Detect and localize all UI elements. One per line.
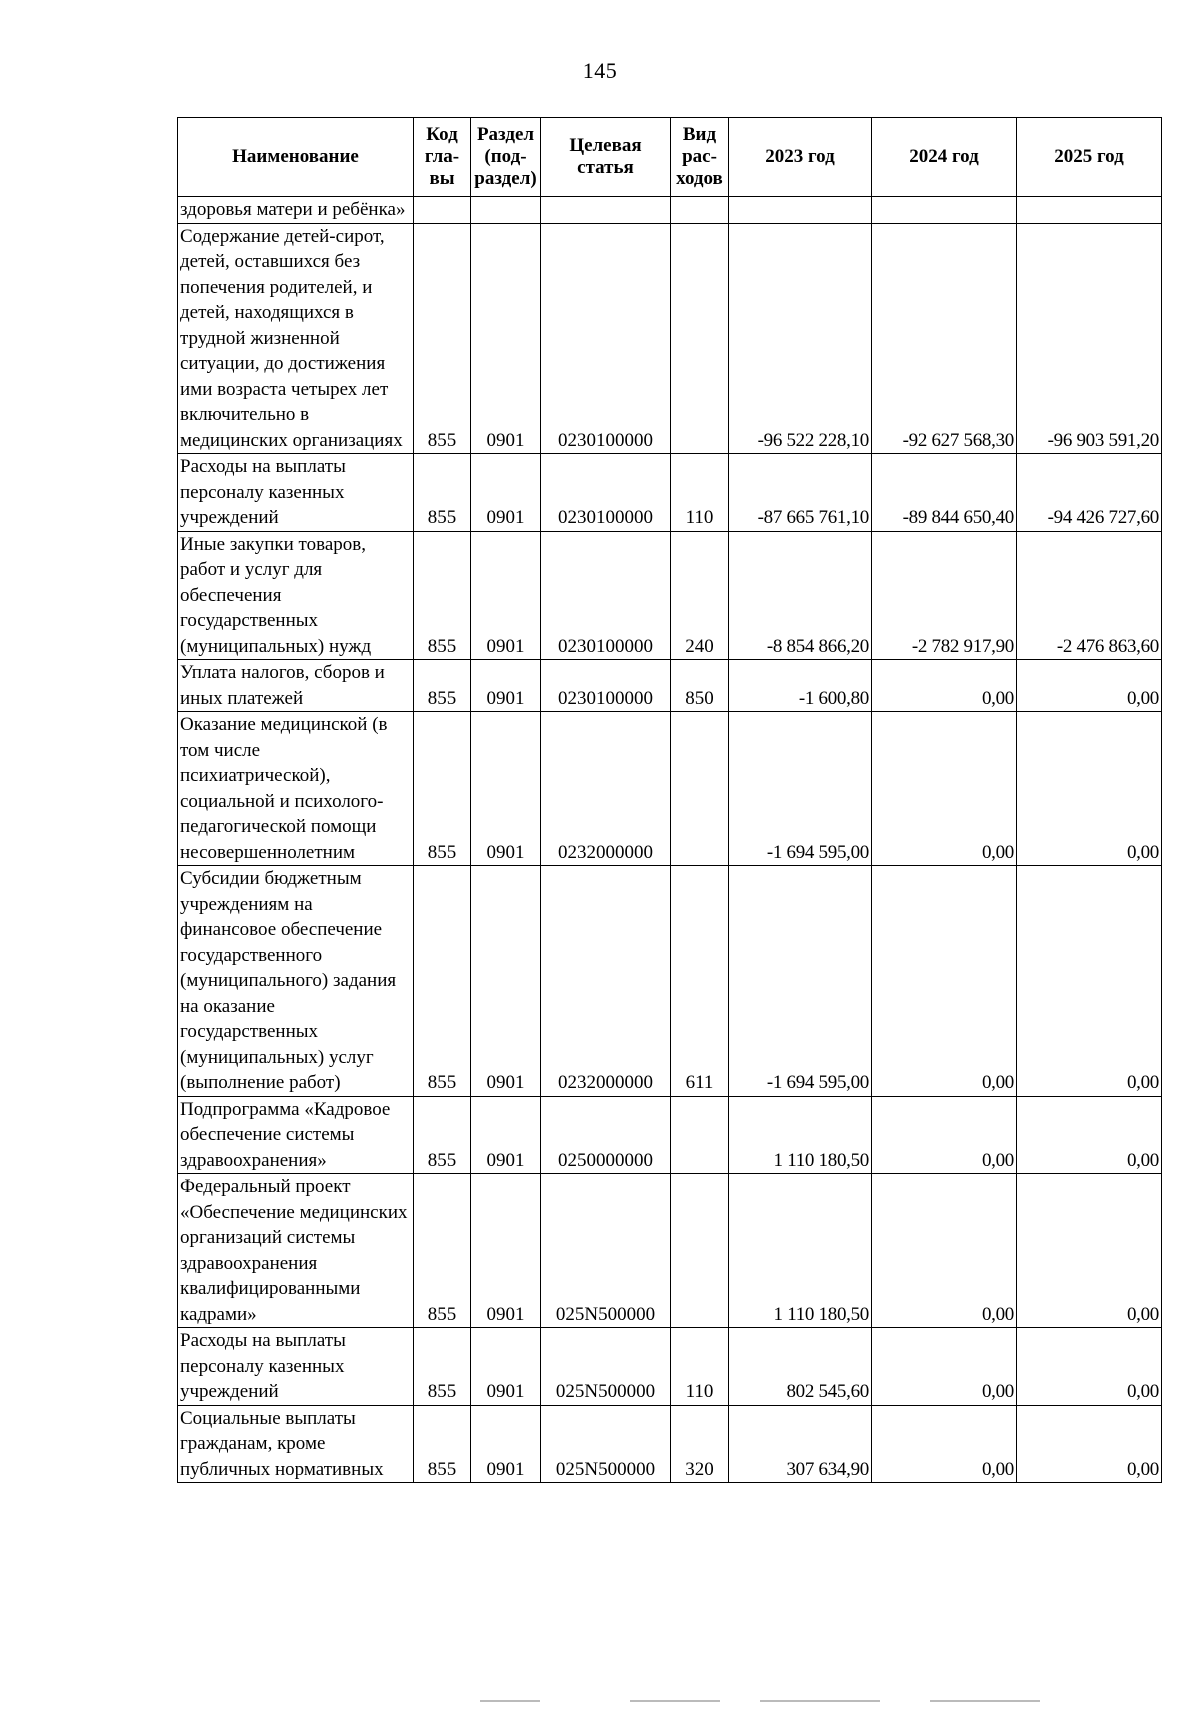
row-target: 025N500000 [541,1328,671,1406]
row-2023: -96 522 228,10 [729,223,872,454]
row-name: Социальные выплаты гражданам, кроме публичных нормативных [178,1405,414,1483]
row-section: 0901 [471,866,541,1097]
row-target [541,197,671,224]
scan-edge-marks [480,1700,1100,1702]
row-2023: -87 665 761,10 [729,454,872,532]
table-row [178,712,1162,866]
header-expense-type: Вид рас- ходов [671,118,729,197]
row-expense [671,1096,729,1174]
table-row [178,454,1162,532]
row-2024: 0,00 [872,1096,1017,1174]
row-expense: 110 [671,1328,729,1406]
page-number: 145 [582,58,618,83]
row-name: Подпрограмма «Кадровое обеспечение системы здравоохранения» [178,1096,414,1174]
row-chapter [414,197,471,224]
row-name: здоровья матери и ребёнка» [178,197,414,224]
row-expense [671,712,729,866]
row-2024: -92 627 568,30 [872,223,1017,454]
row-section: 0901 [471,531,541,660]
row-2025: 0,00 [1017,1328,1162,1406]
header-chapter-code: Код гла- вы [414,118,471,197]
table-row [178,1096,1162,1174]
row-target: 0250000000 [541,1096,671,1174]
table-header [178,118,1162,197]
row-2023: -8 854 866,20 [729,531,872,660]
row-chapter: 855 [414,531,471,660]
row-name: Оказание медицинской (в том числе психиатрической), социальной и психолого-педагогической помощи несовершеннолетним [178,712,414,866]
table-row [178,1405,1162,1483]
row-2023: 802 545,60 [729,1328,872,1406]
row-chapter: 855 [414,866,471,1097]
row-name: Расходы на выплаты персоналу казенных учреждений [178,1328,414,1406]
row-section: 0901 [471,454,541,532]
row-2025 [1017,197,1162,224]
row-2023: 1 110 180,50 [729,1174,872,1328]
row-chapter: 855 [414,1174,471,1328]
row-2025: 0,00 [1017,1405,1162,1483]
table-row [178,866,1162,1097]
row-section: 0901 [471,223,541,454]
row-2025: -2 476 863,60 [1017,531,1162,660]
row-2024: -2 782 917,90 [872,531,1017,660]
row-2025: 0,00 [1017,1096,1162,1174]
row-target: 0230100000 [541,531,671,660]
table-row [178,660,1162,712]
table-row [178,1328,1162,1406]
row-name: Иные закупки товаров, работ и услуг для обеспечения государственных (муниципальных) нужд [178,531,414,660]
row-name: Расходы на выплаты персоналу казенных учреждений [178,454,414,532]
table-row [178,1174,1162,1328]
row-2023: -1 694 595,00 [729,866,872,1097]
budget-table [177,117,1162,1483]
header-year-2023: 2023 год [729,118,872,197]
row-2023 [729,197,872,224]
row-expense: 240 [671,531,729,660]
table-row [178,531,1162,660]
row-2024 [872,197,1017,224]
row-chapter: 855 [414,223,471,454]
row-name: Субсидии бюджетным учреждениям на финансовое обеспечение государственного (муниципального) задания на оказание государственных (муниципальных) услуг (выполнение работ) [178,866,414,1097]
row-section: 0901 [471,1174,541,1328]
header-year-2025: 2025 год [1017,118,1162,197]
row-2025: 0,00 [1017,1174,1162,1328]
header-name: Наименование [178,118,414,197]
row-target: 0232000000 [541,712,671,866]
row-section: 0901 [471,1405,541,1483]
row-chapter: 855 [414,454,471,532]
row-expense [671,1174,729,1328]
row-name: Уплата налогов, сборов и иных платежей [178,660,414,712]
row-2023: 1 110 180,50 [729,1096,872,1174]
row-2024: 0,00 [872,712,1017,866]
row-target: 0232000000 [541,866,671,1097]
row-chapter: 855 [414,1096,471,1174]
row-2025: -94 426 727,60 [1017,454,1162,532]
row-2024: 0,00 [872,1328,1017,1406]
header-year-2024: 2024 год [872,118,1017,197]
table-row [178,197,1162,224]
row-2025: 0,00 [1017,660,1162,712]
row-target: 025N500000 [541,1174,671,1328]
row-section: 0901 [471,1328,541,1406]
row-chapter: 855 [414,712,471,866]
header-section: Раздел (под- раздел) [471,118,541,197]
row-2023: -1 600,80 [729,660,872,712]
row-name: Федеральный проект «Обеспечение медицинских организаций системы здравоохранения квалифицированными кадрами» [178,1174,414,1328]
row-2024: 0,00 [872,1174,1017,1328]
header-target-article: Целевая статья [541,118,671,197]
row-target: 025N500000 [541,1405,671,1483]
row-2024: -89 844 650,40 [872,454,1017,532]
row-section [471,197,541,224]
row-expense: 320 [671,1405,729,1483]
row-chapter: 855 [414,1405,471,1483]
row-chapter: 855 [414,1328,471,1406]
table-body [178,197,1162,1483]
row-expense [671,223,729,454]
row-chapter: 855 [414,660,471,712]
row-section: 0901 [471,660,541,712]
row-2023: 307 634,90 [729,1405,872,1483]
row-2025: -96 903 591,20 [1017,223,1162,454]
row-expense: 850 [671,660,729,712]
row-2025: 0,00 [1017,866,1162,1097]
row-expense: 611 [671,866,729,1097]
table-row [178,223,1162,454]
row-2025: 0,00 [1017,712,1162,866]
row-target: 0230100000 [541,454,671,532]
row-2024: 0,00 [872,660,1017,712]
row-2024: 0,00 [872,866,1017,1097]
row-name: Содержание детей-сирот, детей, оставшихся без попечения родителей, и детей, находящихся в трудной жизненной ситуации, до достижения ими возраста четырех лет включительно в медицинских организациях [178,223,414,454]
row-2024: 0,00 [872,1405,1017,1483]
row-expense: 110 [671,454,729,532]
row-target: 0230100000 [541,660,671,712]
row-target: 0230100000 [541,223,671,454]
row-section: 0901 [471,712,541,866]
row-2023: -1 694 595,00 [729,712,872,866]
row-expense [671,197,729,224]
row-section: 0901 [471,1096,541,1174]
